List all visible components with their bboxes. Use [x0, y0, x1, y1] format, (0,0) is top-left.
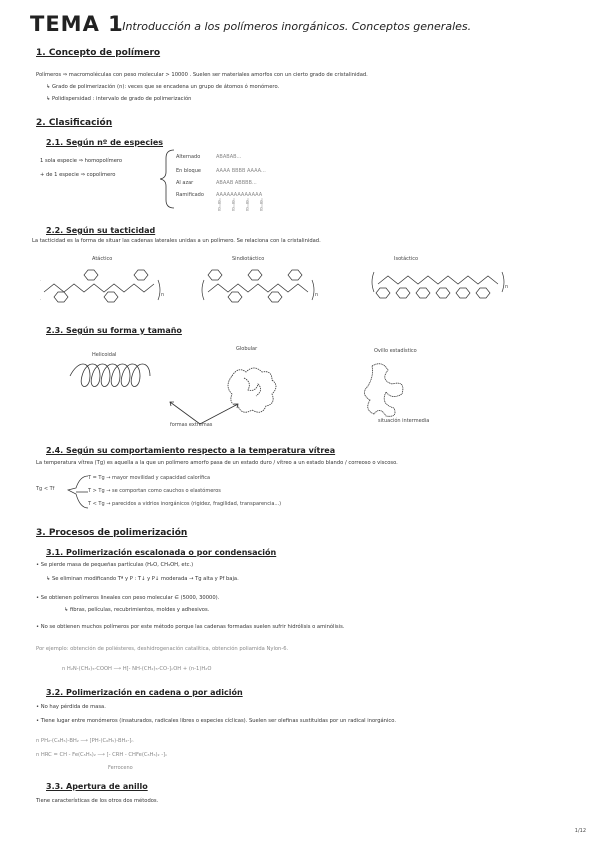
s21-opt2: + de 1 especie ⇒ copolímero [40, 172, 116, 178]
s33-desc: Tiene características de los otros dos métodos. [36, 798, 159, 804]
s32-b2: • Tiene lugar entre monómeros (insaturados, radicales libres o especies cíclicas). Suelen ser olefinas sustituidas por un radical inorgánico. [36, 718, 396, 724]
branch-diagram [214, 198, 284, 216]
branch-letter: B [218, 207, 221, 212]
s21-type-bloque: En bloque [176, 168, 201, 174]
section-3-heading: 3. Procesos de polimerización [36, 528, 188, 538]
s33-heading: 3.3. Apertura de anillo [46, 782, 148, 791]
arrow-label: formas extremas [170, 422, 213, 428]
page-subtitle: : Introducción a los polímeros inorgánicos. Conceptos generales. [115, 20, 472, 33]
shape-helicoidal: Helicoidal [92, 352, 117, 358]
s21-example-alternado: ABABAB... [216, 154, 242, 160]
section-2-heading: 2. Clasificación [36, 118, 113, 128]
branch-letter: B [232, 200, 235, 205]
tactic-label-0: Atáctico [92, 256, 113, 262]
s31-b3: • No se obtienen muchos polímeros por este método porque las cadenas formadas suelen sufrir hidrólisis o aminólisis. [36, 624, 345, 630]
s24-brace [66, 472, 90, 512]
section-1-heading: 1. Concepto de polímero [36, 48, 161, 58]
s24-left: Tg < Tf [36, 486, 55, 492]
s21-example-ramificado: AAAAAAAAAAAAA [216, 192, 263, 198]
s21-type-azar: Al azar [176, 180, 194, 186]
s32-eq1: n PH₂-(C₆H₅)-BH₂ ⟶ [PH-(C₆H₅)-BH₂-]ₙ [36, 738, 134, 744]
tactic-label-1: Sindiotáctico [232, 256, 265, 262]
tacticity-diagrams [40, 262, 560, 312]
s31-equation: n H₂N-(CH₂)₅-COOH ⟶ H[- NH-(CH₂)₅-CO-]ₙOH + (n-1)H₂O [62, 666, 212, 672]
s31-b1: • Se pierde masa de pequeñas partículas (H₂O, CH₃OH, etc.) [36, 562, 194, 568]
tactic-label-2: Isotáctico [394, 256, 419, 262]
s24-row-2: T < Tg → parecidos a vidrios inorgánicos (rigidez, fragilidad, transparencia...) [88, 501, 282, 507]
branch-letter: B [260, 207, 263, 212]
s1-line3: ↳ Polidispersidad : intervalo de grado de polimerización [46, 96, 192, 102]
s32-eq2: n HRC = CH - Fe(C₅H₅)₂ ⟶ [- CRH - CHFe(C₅H₅)₂ -]ₙ [36, 752, 168, 758]
tactic-sub-n-0: n [161, 292, 165, 298]
s32-b1: • No hay pérdida de masa. [36, 704, 106, 710]
s31-b1sub: ↳ Se eliminan modificando Tª y P : T↓ y P↓ moderada → Tg alta y Pf baja. [46, 576, 239, 582]
s31-b2sub: ↳ fibras, películas, recubrimientos, moldes y adhesivos. [64, 607, 210, 613]
s21-opt1: 1 sola especie ⇒ homopolímero [40, 158, 123, 164]
s21-type-ramificado: Ramificado [176, 192, 204, 198]
s21-example-bloque: AAAA BBBB AAAA... [216, 168, 266, 174]
s1-line2: ↳ Grado de polimerización (n): veces que se encadena un grupo de átomos ó monómero. [46, 84, 280, 90]
shape-diagrams [60, 356, 480, 436]
s31-example: Por ejemplo: obtención de poliésteres, deshidrogenación catalítica, obtención poliamida Nylon-6. [36, 646, 289, 652]
s1-line1: Polímeros ⇒ macromoléculas con peso molecular > 10000 . Suelen ser materiales amorfos con un cierto grado de cristalinidad. [36, 72, 368, 78]
s22-desc: La tacticidad es la forma de situar las cadenas laterales unidas a un polímero. Se relaciona con la cristalinidad. [32, 238, 321, 244]
branch-letter: B [246, 207, 249, 212]
branch-letter: B [218, 200, 221, 205]
s24-heading: 2.4. Según su comportamiento respecto a la temperatura vítrea [46, 446, 336, 455]
s24-row-0: T = Tg → mayor movilidad y capacidad calorífica [88, 475, 211, 481]
s32-note: Ferroceno [108, 765, 133, 771]
s21-type-alternado: Alternado [176, 154, 201, 160]
tactic-sub-n-2: n [505, 284, 509, 290]
page-title: TEMA 1 [30, 12, 124, 36]
tactic-sub-n-1: n [315, 292, 319, 298]
shape-globular: Globular [236, 346, 258, 352]
s21-heading: 2.1. Según nº de especies [46, 138, 164, 147]
s32-heading: 3.2. Polimerización en cadena o por adición [46, 688, 243, 697]
s31-heading: 3.1. Polimerización escalonada o por condensación [46, 548, 277, 557]
page-number: 1/12 [574, 828, 586, 834]
branch-letter: B [232, 207, 235, 212]
shape-ovillo: Ovillo estadístico [374, 348, 417, 354]
s24-desc: La temperatura vítrea (Tg) es aquella a la que un polímero amorfo pasa de un estado duro / vítreo a un estado blando / correoso o viscoso. [36, 460, 398, 466]
s31-b2: • Se obtienen polímeros lineales con peso molecular ∈ (5000, 30000). [36, 595, 220, 601]
branch-letter: B [246, 200, 249, 205]
s22-heading: 2.2. Según su tacticidad [46, 226, 156, 235]
s24-row-1: T > Tg → se comportan como cauchos o elastómeros [88, 488, 221, 494]
branch-letter: B [260, 200, 263, 205]
intermediate-label: situación intermedia [378, 418, 430, 424]
s23-heading: 2.3. Según su forma y tamaño [46, 326, 182, 335]
s21-example-azar: ABAAB ABBBB... [216, 180, 257, 186]
